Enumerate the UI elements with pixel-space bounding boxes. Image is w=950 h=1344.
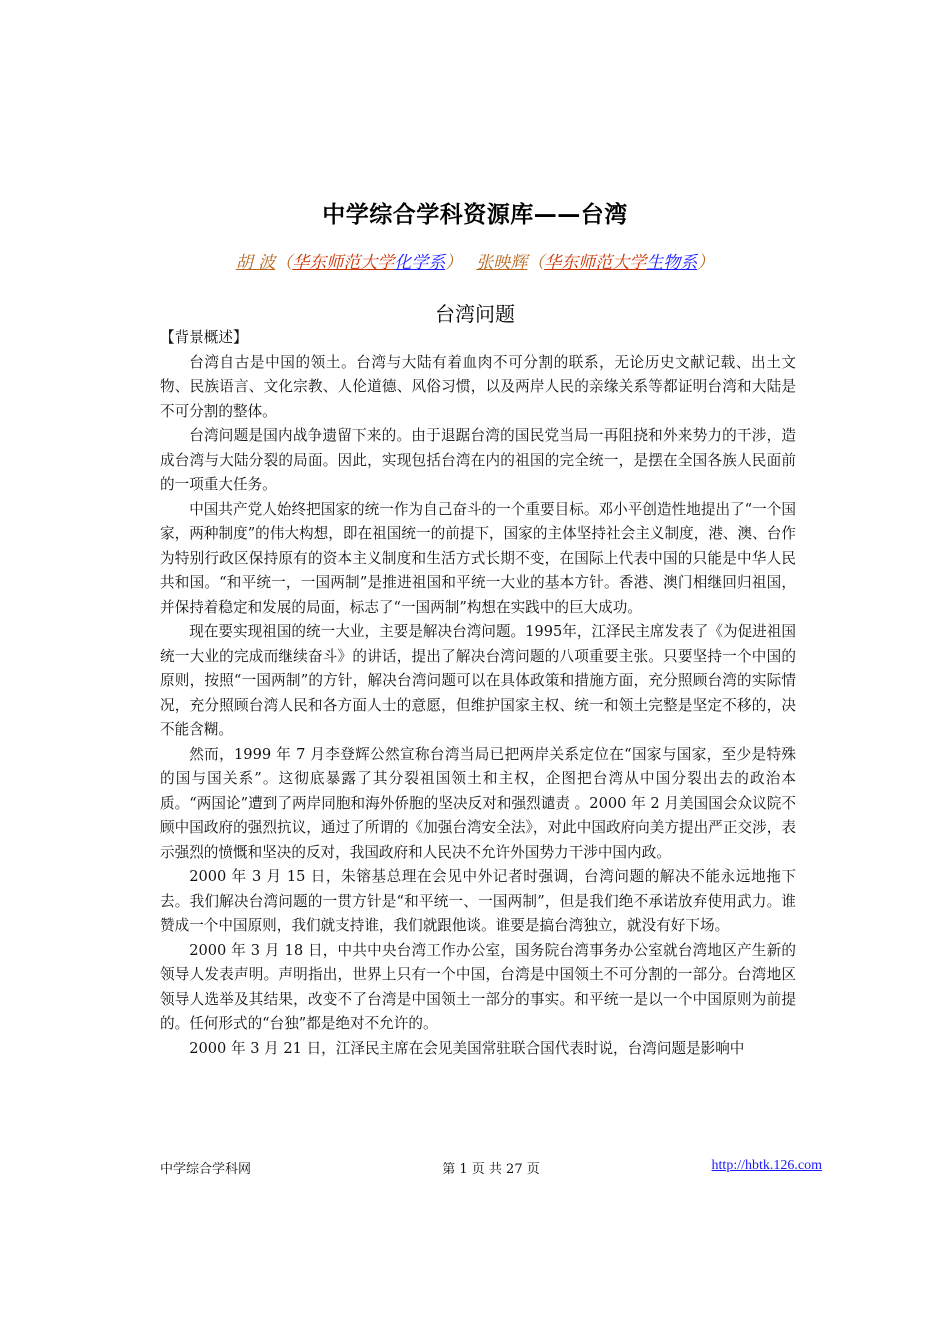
close-paren: ） [445, 253, 463, 273]
author-line [0, 248, 950, 273]
footer-site-link[interactable]: http://hbtk.126.com [711, 1158, 822, 1173]
author1-university-link[interactable]: 华东师范大学 [292, 253, 395, 273]
open-paren: （ [275, 253, 293, 273]
close-paren: ） [697, 253, 715, 273]
body-text [160, 326, 796, 1061]
paragraph: 2000 年 3 月 15 日，朱镕基总理在会见中外记者时强调，台湾问题的解决不能永远地拖下去。我们解决台湾问题的一贯方针是“和平统一、一国两制”，但是我们绝不承诺放弃使用武力。谁赞成一个中国原则，我们就支持谁，我们就跟他谈。谁要是搞台湾独立，就没有好下场。 [160, 868, 796, 934]
paragraph: 2000 年 3 月 18 日，中共中央台湾工作办公室，国务院台湾事务办公室就台湾地区产生新的领导人发表声明。声明指出，世界上只有一个中国，台湾是中国领土不可分割的一部分。台湾地区领导人选举及其结果，改变不了台湾是中国领土一部分的事实。和平统一是以一个中国原则为前提的。任何形式的“台独”都是绝对不允许的。 [160, 941, 796, 1032]
paragraph: 台湾自古是中国的领土。台湾与大陆有着血肉不可分割的联系，无论历史文献记载、出土文物、民族语言、文化宗教、人伦道德、风俗习惯，以及两岸人民的亲缘关系等都证明台湾和大陆是不可分割的整体。 [160, 353, 796, 420]
author2-university-link[interactable]: 华东师范大学 [544, 253, 647, 273]
page-title: 中学综合学科资源库——台湾 [322, 202, 628, 228]
footer-page-number: 第 1 页 共 27 页 [442, 1162, 540, 1177]
author1-department-link[interactable]: 化学系 [394, 253, 446, 273]
page-footer [160, 1158, 822, 1180]
footer-site-name: 中学综合学科网 [160, 1162, 252, 1177]
author2-department-link[interactable]: 生物系 [646, 253, 698, 273]
paragraph: 然而，1999 年 7 月李登辉公然宣称台湾当局已把两岸关系定位在“国家与国家，至少是特殊的国与国关系”。这彻底暴露了其分裂祖国领土和主权，企图把台湾从中国分裂出去的政治本质。“两国论”遭到了两岸同胞和海外侨胞的坚决反对和强烈谴责 。2000 年 2 月美国国会众议院不顾中国政府的强烈抗议，通过了所谓的《加强台湾安全法》，对此中国政府向美方提出严正交涉，表示强烈的愤慨和坚决的反对，我国政府和人民决不允许外国势力干涉中国内政。 [160, 745, 796, 861]
paragraph: 2000 年 3 月 21 日，江泽民主席在会见美国常驻联合国代表时说，台湾问题是影响中 [189, 1039, 745, 1057]
paragraph: 中国共产党人始终把国家的统一作为自己奋斗的一个重要目标。邓小平创造性地提出了“一个国家，两种制度”的伟大构想，即在祖国统一的前提下，国家的主体坚持社会主义制度，港、澳、台作为特别行政区保持原有的资本主义制度和生活方式长期不变，在国际上代表中国的只能是中华人民共和国。“和平统一，一国两制”是推进祖国和平统一大业的基本方针。香港、澳门相继回归祖国，并保持着稳定和发展的局面，标志了“一国两制”构想在实践中的巨大成功。 [160, 500, 796, 616]
author-link-hu-bo[interactable]: 胡 波 [235, 253, 276, 273]
section-title: 台湾问题 [435, 302, 515, 326]
paragraph: 台湾问题是国内战争遗留下来的。由于退踞台湾的国民党当局一再阻挠和外来势力的干涉，造成台湾与大陆分裂的局面。因此，实现包括台湾在内的祖国的完全统一，是摆在全国各族人民面前的一项重大任务。 [160, 427, 796, 493]
paragraph: 现在要实现祖国的统一大业，主要是解决台湾问题。1995年，江泽民主席发表了《为促进祖国统一大业的完成而继续奋斗》的讲话，提出了解决台湾问题的八项重要主张。只要坚持一个中国的原则，按照“一国两制”的方针，解决台湾问题可以在具体政策和措施方面，充分照顾台湾的实际情况，充分照顾台湾人民和各方面人士的意愿，但维护国家主权、统一和领土完整是坚定不移的，决不能含糊。 [160, 623, 796, 738]
author-link-zhang-yinghui[interactable]: 张映辉 [476, 253, 528, 273]
section-label: 【背景概述】 [160, 329, 248, 346]
open-paren: （ [527, 253, 545, 273]
